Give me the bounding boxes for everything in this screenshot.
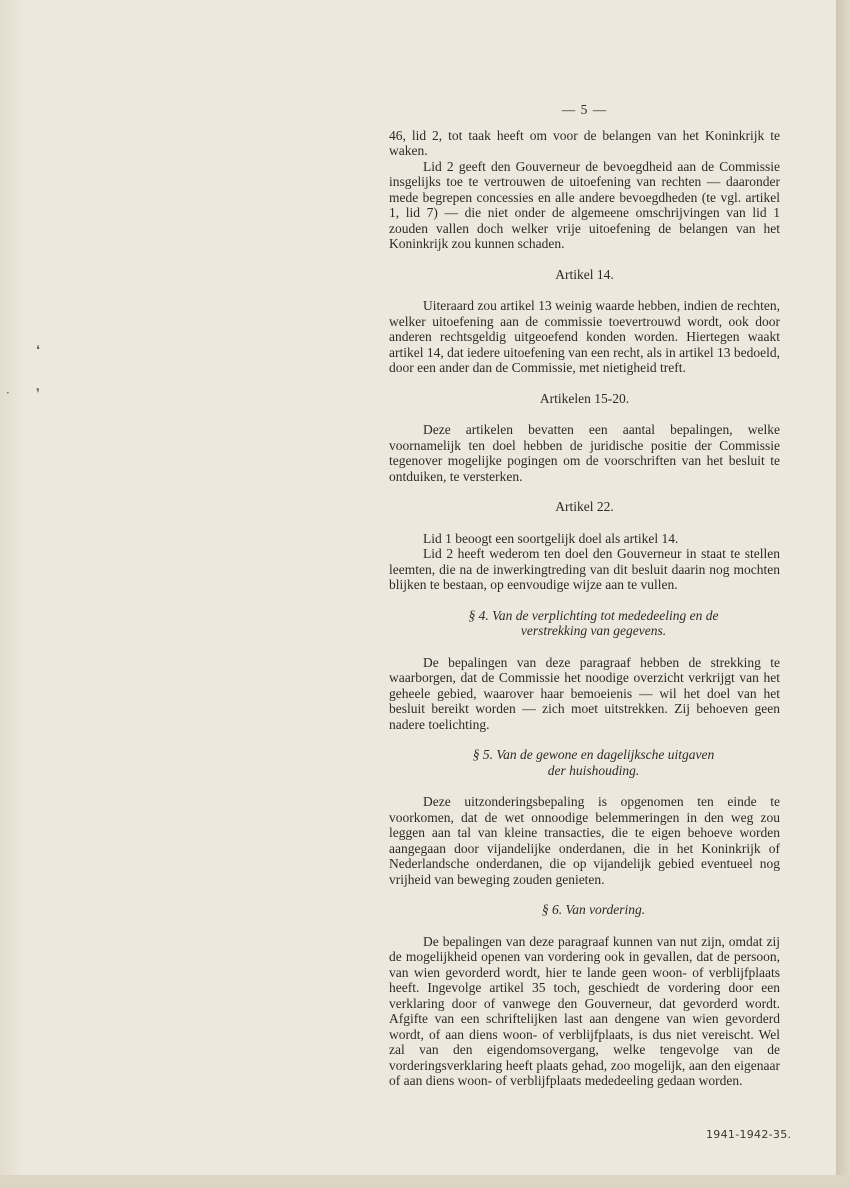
section-heading bbox=[389, 902, 780, 918]
paragraph: Deze artikelen bevatten een aantal bepalingen, welke voornamelijk ten doel hebben de juridische positie der Commissie tegenover mogelijke pogingen om de voorschriften van het besluit te ontduiken, te versterken. bbox=[389, 422, 780, 484]
paragraph: De bepalingen van deze paragraaf hebben de strekking te waarborgen, dat de Commissie het noodige overzicht verkrijgt van het geheele gebied, waarover haar bemoeienis — wil het doel van het besluit bereikt worden — zich moet uitstrekken. Zij behoeven geen nadere toelichting. bbox=[389, 654, 780, 732]
section-heading-line: § 4. Van de verplichting tot mededeeling en de bbox=[468, 607, 719, 623]
text-column bbox=[389, 102, 780, 1089]
section-heading bbox=[389, 747, 780, 778]
page-number: — 5 — bbox=[561, 102, 608, 117]
paragraph: Lid 1 beoogt een soortgelijk doel als artikel 14. bbox=[423, 530, 679, 546]
section-heading bbox=[389, 608, 780, 639]
section-heading-line: der huishouding. bbox=[547, 762, 640, 778]
page-edge-right bbox=[836, 0, 850, 1188]
paragraph: Lid 2 heeft wederom ten doel den Gouverneur in staat te stellen leemten, die na de inwerkingtreding van dit besluit daarin nog mochten blijken te bestaan, op eenvoudige wijze aan te vullen. bbox=[389, 546, 780, 592]
article-heading: Artikel 14. bbox=[555, 266, 614, 282]
paragraph: Lid 2 geeft den Gouverneur de bevoegdheid aan de Commissie insgelijks toe te vertrouwen de uitoefening van rechten — daaronder mede begrepen concessies en alle andere bevoegdheden (te vgl. artikel 1, lid 7) — die niet onder de algemeene omschrijvingen van lid 1 zouden vallen doch welker vrije uitoefening de belangen van het Koninkrijk zou kunnen schaden. bbox=[389, 158, 780, 251]
paragraph: Uiteraard zou artikel 13 weinig waarde hebben, indien de rechten, welker uitoefening aan de commissie toevertrouwd wordt, ook door anderen rechtsgeldig uitgeoefend konden worden. Hiertegen waakt artikel 14, dat iedere uitoefening van een recht, als in artikel 13 bedoeld, door een ander dan de Commissie, met nietigheid treft. bbox=[389, 298, 780, 375]
article-heading: Artikel 22. bbox=[555, 499, 614, 514]
paragraph: 46, lid 2, tot taak heeft om voor de belangen van het Koninkrijk te waken. bbox=[389, 127, 780, 158]
paragraph: De bepalingen van deze paragraaf kunnen van nut zijn, omdat zij de mogelijkheid openen van vordering ook in gevallen, dat de persoon, van wien gevorderd wordt, hier te lande geen woon- of verblijfplaats heeft. Ingevolge artikel 35 toch, geschiedt de vordering door een verklaring door of vanwege den Gouverneur, dat gevorderd wordt. Afgifte van een schriftelijken last aan dengene van wien gevorderd wordt, of aan diens woon- of verblijfplaats, is dus niet vereischt. Wel zal van den eigendomsovergang, welke tengevolge van de vorderingsverklaring heeft plaats gehad, zoo mogelijk, aan den eigenaar of aan diens woon- of verblijfplaats mededeeling gedaan worden. bbox=[389, 933, 780, 1088]
section-heading-line: verstrekking van gegevens. bbox=[520, 623, 667, 638]
section-heading-line: § 6. Van vordering. bbox=[541, 902, 646, 917]
margin-mark: ❜ bbox=[36, 386, 40, 400]
article-heading: Artikelen 15-20. bbox=[539, 390, 630, 406]
margin-mark: · bbox=[6, 386, 10, 400]
page-edge-bottom bbox=[0, 1175, 850, 1188]
page-fold-shadow bbox=[0, 0, 24, 1175]
paragraph: Deze uitzonderingsbepaling is opgenomen ten einde te voorkomen, dat de wet onnoodige belemmeringen in den weg zou leggen aan tal van kleine transacties, die te eigen behoeve worden aangegaan door vijandelijke onderdanen, die in het Koninkrijk of Nederlandsche onderdanen, die op vijandelijk gebied eventueel nog vrijheid van beweging zouden genieten. bbox=[389, 794, 780, 887]
section-heading-line: § 5. Van de gewone en dagelijksche uitgaven bbox=[472, 747, 715, 762]
margin-mark: ❛ bbox=[36, 343, 40, 357]
archive-stamp: 1941-1942-35. bbox=[706, 1128, 792, 1141]
